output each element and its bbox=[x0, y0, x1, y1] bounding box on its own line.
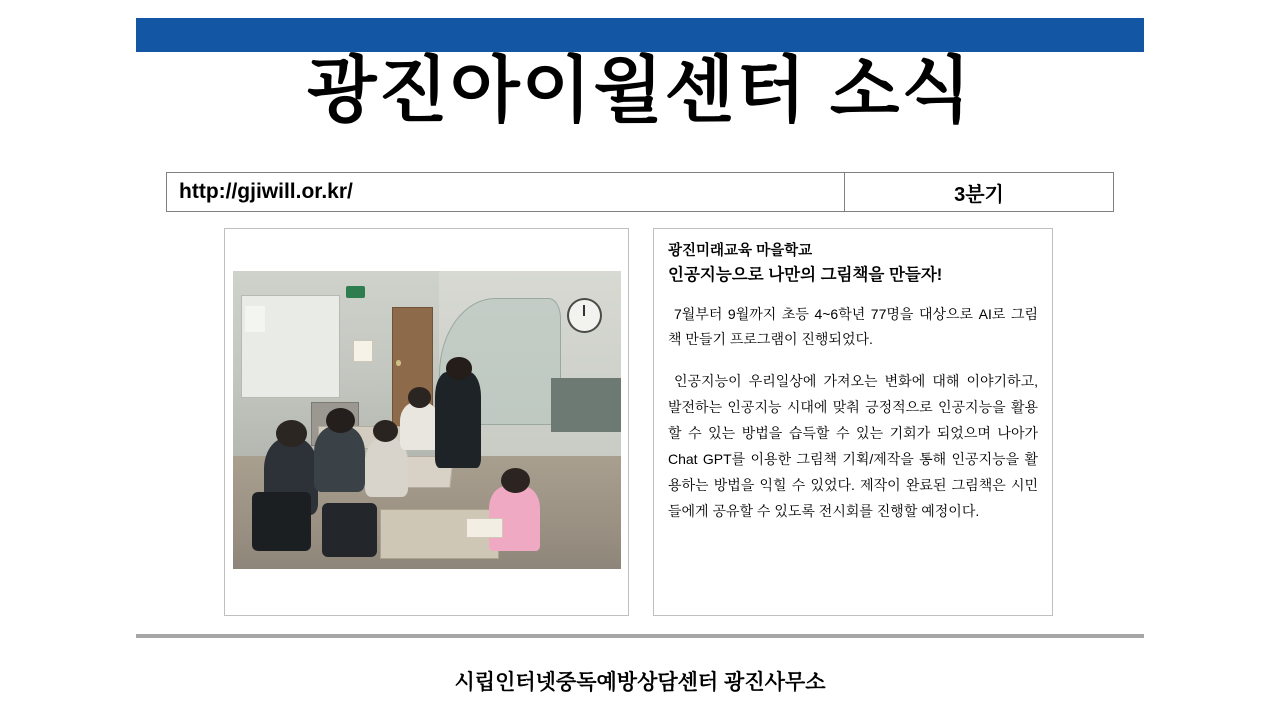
photo-teacher-head bbox=[446, 357, 471, 379]
article-paragraph-1: 7월부터 9월까지 초등 4~6학년 77명을 대상으로 AI로 그림책 만들기 프로그램이 진행되었다. bbox=[668, 305, 1038, 348]
photo-wall-paper bbox=[353, 340, 372, 363]
photo-back-board bbox=[551, 378, 621, 432]
footer-divider bbox=[136, 634, 1144, 638]
photo-projector-screen bbox=[241, 295, 340, 398]
photo-student-3-head bbox=[373, 420, 398, 442]
photo-chair-2 bbox=[322, 503, 376, 557]
info-bar bbox=[166, 172, 1114, 212]
content-area bbox=[224, 228, 1054, 616]
classroom-photo bbox=[233, 271, 621, 569]
article-box bbox=[653, 228, 1053, 616]
page-title: 광진아이윌센터 소식 bbox=[307, 51, 973, 131]
photo-teacher bbox=[435, 372, 482, 467]
top-blue-bar bbox=[136, 18, 1144, 52]
photo-student-5-head bbox=[501, 468, 530, 493]
article-paragraph-2: 인공지능이 우리일상에 가져오는 변화에 대해 이야기하고, 발전하는 인공지능 시대에 맞춰 긍정적으로 인공지능을 활용할 수 있는 방법을 습득할 수 있는 기회가 되었으며 나아가 Chat GPT를 이용한 그림책 기획/제작을 통해 인공지능을 활용하는 방법을 익힐 수 있었다. 제작이 완료된 그림책은 시민들에게 공유할 수 있도록 전시회를 진행할 예정이다. bbox=[668, 373, 1038, 519]
article-title: 인공지능으로 나만의 그림책을 만들자! bbox=[668, 265, 943, 284]
photo-chair-1 bbox=[252, 492, 310, 552]
photo-student-4-head bbox=[408, 387, 431, 408]
website-url[interactable]: http://gjiwill.or.kr/ bbox=[167, 173, 845, 211]
photo-student-1-head bbox=[276, 420, 307, 447]
photo-student-2 bbox=[314, 426, 364, 492]
footer-text: 시립인터넷중독예방상담센터 광진사무소 bbox=[454, 671, 826, 694]
photo-student-4 bbox=[400, 402, 439, 450]
quarter-label: 3분기 bbox=[954, 183, 1004, 206]
photo-frame bbox=[224, 228, 629, 616]
article-subtitle: 광진미래교육 마을학교 bbox=[668, 243, 813, 259]
photo-book bbox=[466, 518, 503, 538]
photo-projector-screen-inner bbox=[245, 306, 265, 332]
photo-exit-sign bbox=[346, 286, 365, 298]
photo-wall-clock bbox=[567, 298, 602, 333]
